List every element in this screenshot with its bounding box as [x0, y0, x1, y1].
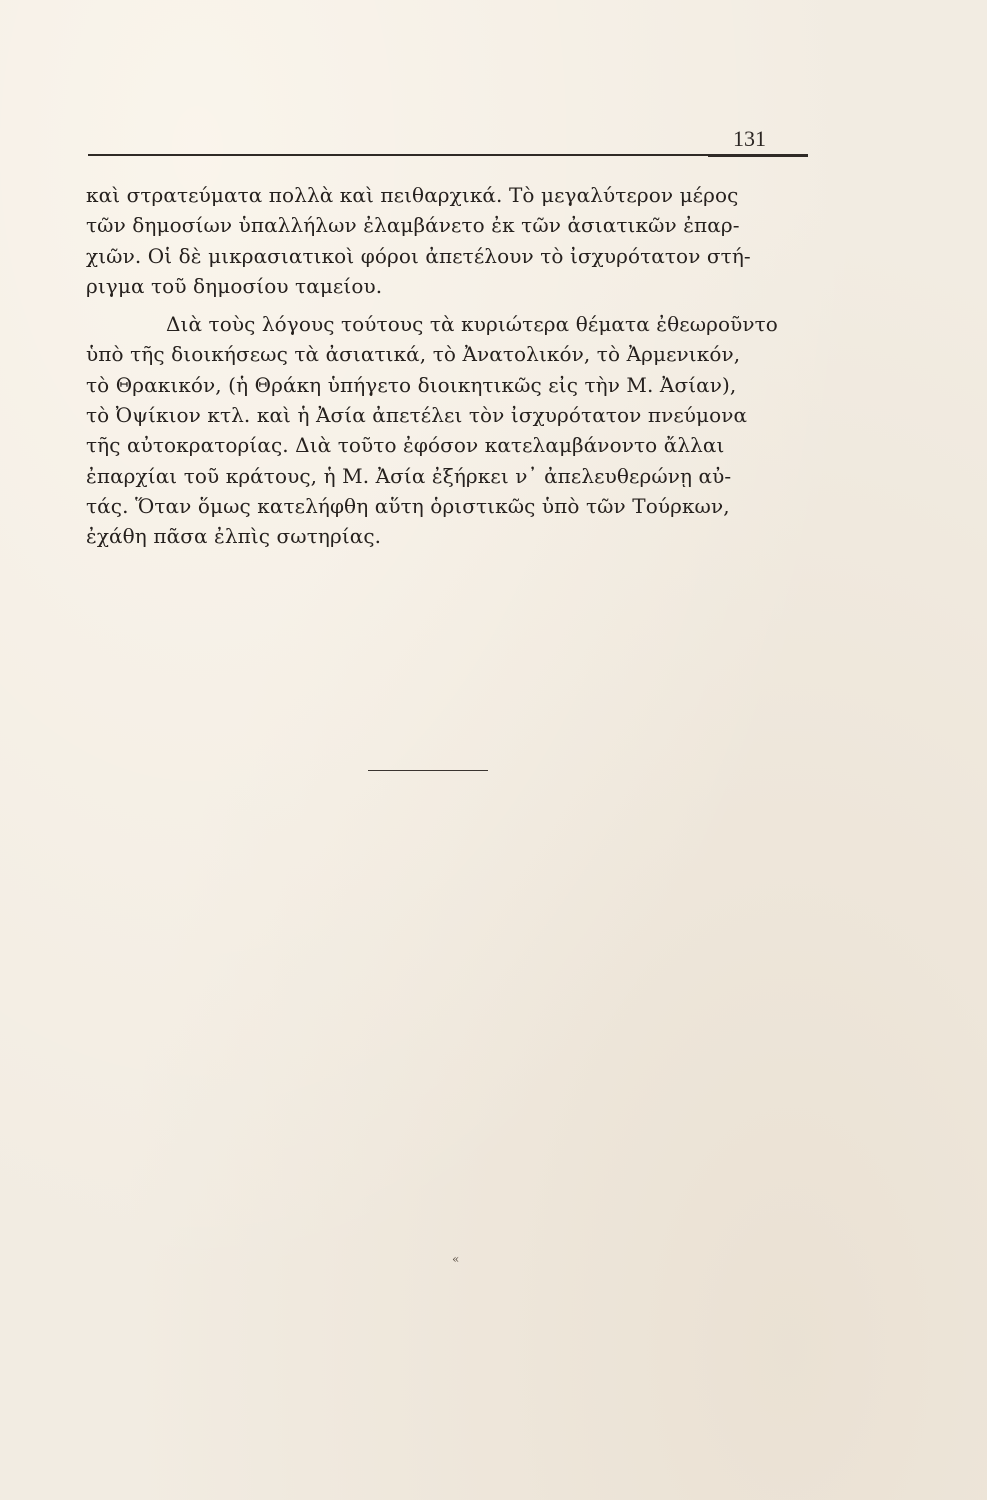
bottom-mark: «	[452, 1252, 460, 1266]
text-line: τῶν δημοσίων ὑπαλλήλων ἐλαμβάνετο ἐκ τῶν ἀσιατικῶν ἐπαρ-	[86, 213, 740, 238]
text-line: ριγμα τοῦ δημοσίου ταμείου.	[86, 273, 383, 298]
text-line: ἐχάθη πᾶσα ἐλπὶς σωτηρίας.	[86, 524, 382, 549]
text-line: Διὰ τοὺς λόγους τούτους τὰ κυριώτερα θέματα ἐθεωροῦντο	[166, 312, 778, 337]
page-header	[88, 120, 808, 160]
text-line: τῆς αὐτοκρατορίας. Διὰ τοῦτο ἐφόσον κατελαμβάνοντο ἄλλαι	[86, 433, 725, 458]
text-line: χιῶν. Οἱ δὲ μικρασιατικοὶ φόροι ἀπετέλουν τὸ ἰσχυρότατον στή-	[86, 243, 751, 268]
text-line: καὶ στρατεύματα πολλὰ καὶ πειθαρχικά. Τὸ μεγαλύτερον μέρος	[86, 183, 739, 207]
text-line: τάς. Ὅταν ὅμως κατελήφθη αὕτη ὁριστικῶς ὑπὸ τῶν Τούρκων,	[86, 493, 730, 518]
page-number: 131	[733, 126, 766, 151]
paragraph-2	[86, 309, 810, 551]
text-line: ἐπαρχίαι τοῦ κράτους, ἡ Μ. Ἀσία ἐξήρκει ν᾽ ἀπελευθερώνῃ αὐ-	[86, 463, 732, 488]
header-rule-accent	[708, 154, 808, 157]
text-line: τὸ Ὀψίκιον κτλ. καὶ ἡ Ἀσία ἀπετέλει τὸν ἰσχυρότατον πνεύμονα	[86, 403, 748, 428]
body-text	[86, 180, 810, 552]
header-rule	[88, 154, 808, 156]
text-line: ὑπὸ τῆς διοικήσεως τὰ ἀσιατικά, τὸ Ἀνατολικόν, τὸ Ἀρμενικόν,	[86, 342, 741, 367]
section-divider	[368, 770, 488, 771]
paragraph-1	[86, 180, 810, 301]
text-line: τὸ Θρακικόν, (ἡ Θράκη ὑπήγετο διοικητικῶς εἰς τὴν Μ. Ἀσίαν),	[86, 372, 737, 397]
